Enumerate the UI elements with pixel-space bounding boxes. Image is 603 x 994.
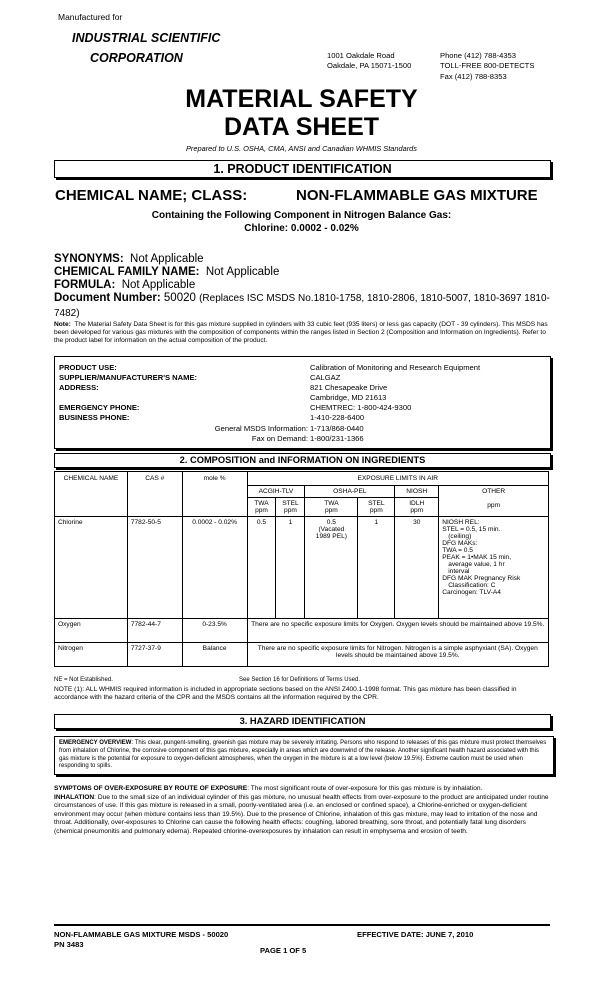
other-line: NIOSH REL: — [442, 519, 480, 526]
prepared-note: Prepared to U.S. OSHA, CMA, ANSI and Canadian WHMIS Standards — [186, 144, 417, 153]
product-info-values — [310, 363, 480, 444]
inhalation-text: : Due to the small size of an individual cylinder of this gas mixture, no unusual health effects from over-exposure to the product are anticipated under routine circumstances of use. If this gas mixture is released in a small, poorly-ventilated area (i.e. an enclosed or confined space), a Chlorine-enriched or oxygen-deficient environment may occur (when mixture contains less than 19.5%). Due to the presence of Chlorine, inhalation of this gas mixture, may lead to irritation of the nose and throat. Additionally, over-exposures to Chlorine can cause the following health effects: coughing, labored breathing, sore throat, and potentially fatal lung disorders (chemical pneumonitis and pulmonary edema). Repeated chlorine-overexposures by inhalation can result in emphysema and erosion of teeth. — [54, 793, 549, 835]
chlorine-mole: 0.0002 - 0.02% — [182, 517, 247, 619]
emergency-phone-value: 1-410-228-6400 — [310, 413, 365, 423]
containing-statement — [0, 209, 603, 235]
col-other — [439, 486, 549, 517]
col-exposure-limits: EXPOSURE LIMITS IN AIR — [247, 472, 548, 486]
footer-divider — [54, 924, 550, 926]
document-number-field — [54, 291, 554, 321]
formula-label: FORMULA: — [54, 279, 116, 291]
company-address — [327, 51, 411, 72]
ne-note: NE = Not Established. — [54, 677, 113, 683]
company-name-line2: CORPORATION — [90, 51, 183, 65]
idlh-label: IDLH — [409, 500, 425, 507]
oxygen-name: Oxygen — [55, 619, 128, 643]
supplier-value: CALGAZ — [310, 373, 341, 383]
nitrogen-name: Nitrogen — [55, 643, 128, 667]
other-line: STEL = 0.5, 15 min. — [442, 526, 501, 533]
other-line: DFG MAK Pregnancy Risk — [442, 575, 521, 582]
osha-stel-header — [358, 498, 395, 517]
phone-line: TOLL-FREE 800-DETECTS — [440, 61, 535, 71]
footer-page-number: PAGE 1 OF 5 — [260, 946, 307, 955]
other-line: (ceiling) — [448, 533, 472, 540]
docnum-replaces: (Replaces ISC MSDS No.1810-1758, 1810-2806, 1810-5007, 1810-3697 1810-7482) — [54, 293, 550, 319]
product-use-label: PRODUCT USE: — [59, 363, 117, 372]
product-info-labels — [59, 363, 314, 444]
whmis-note: NOTE (1): ALL WHMIS required information is included in appropriate sections based on the ANSI Z400.1-1998 format. This gas mixture has been classified in accordance with the hazard criteria of the CPR and the MSDS contains all the information required by the CPR. — [54, 686, 517, 702]
company-phones — [440, 51, 534, 82]
formula-field — [54, 278, 195, 292]
other-line: interval — [448, 568, 470, 575]
nitrogen-cas: 7727-37-9 — [127, 643, 182, 667]
ppm-label: ppm — [324, 507, 338, 514]
composition-table — [54, 471, 549, 667]
component-line: Chlorine: 0.0002 - 0.02% — [244, 223, 359, 234]
document-title — [0, 85, 603, 142]
emergency-overview-label: EMERGENCY OVERVIEW — [59, 740, 132, 746]
note-text: The Material Safety Data Sheet is for this gas mixture supplied in cylinders with 33 cubic feet (935 liters) or less gas capacity (DOT - 39 cylinders). This MSDS has been developed for various gas mixtures with the composition of components within the ranges listed in Section 2 (Composition and Information on Ingredients). Refer to the product label for information on the actual composition of the product. — [54, 321, 548, 345]
formula-value: Not Applicable — [121, 279, 196, 291]
other-line: Classification: C — [448, 582, 496, 589]
acgih-stel-header — [276, 498, 305, 517]
acgih-twa-header — [247, 498, 276, 517]
other-line: DFG MAKs: — [442, 540, 478, 547]
ppm-label: ppm — [369, 507, 383, 514]
nitrogen-mole: Balance — [182, 643, 247, 667]
ppm-label: ppm — [410, 507, 424, 514]
col-osha: OSHA-PEL — [305, 486, 395, 498]
synonyms-value: Not Applicable — [130, 253, 204, 265]
table-header-row — [55, 472, 549, 486]
emergency-phone-label: EMERGENCY PHONE: — [59, 403, 140, 413]
other-ppm: ppm — [487, 502, 501, 509]
chlorine-niosh-idlh: 30 — [395, 517, 439, 619]
product-use-value: Calibration of Monitoring and Research Equipment — [310, 363, 481, 372]
family-field — [54, 265, 279, 279]
oxygen-mole: 0-23.5% — [182, 619, 247, 643]
symptoms-text: : The most significant route of over-exposure for this gas mixture is by inhalation. — [247, 785, 483, 792]
phone-line: Fax (412) 788-8353 — [440, 71, 507, 81]
address-label: ADDRESS: — [59, 383, 99, 393]
twa-label: TWA — [324, 500, 339, 507]
product-info-box — [54, 356, 551, 449]
see-section16-note: See Section 16 for Definitions of Terms Used. — [239, 677, 360, 683]
section1-heading: 1. PRODUCT IDENTIFICATION — [54, 160, 551, 178]
chlorine-osha-stel: 1 — [358, 517, 395, 619]
section3-heading: 3. HAZARD IDENTIFICATION — [54, 714, 551, 729]
symptoms-label: SYMPTOMS OF OVER-EXPOSURE BY ROUTE OF EXPOSURE — [54, 785, 248, 792]
general-info-label: General MSDS Information: — [214, 423, 308, 433]
address-line: 1001 Oakdale Road — [327, 51, 395, 60]
title-line2: DATA SHEET — [223, 113, 380, 142]
business-phone-value: 1-713/868-0440 — [310, 423, 364, 433]
containing-line: Containing the Following Component in Nitrogen Balance Gas: — [151, 210, 452, 221]
chlorine-other — [439, 517, 549, 619]
title-line1: MATERIAL SAFETY — [185, 85, 418, 113]
note-label: Note: — [54, 321, 71, 328]
col-mole: mole % — [182, 472, 247, 517]
family-label: CHEMICAL FAMILY NAME: — [54, 266, 200, 278]
table-row — [55, 619, 549, 643]
chlorine-osha-twa — [305, 517, 358, 619]
footer-doc-title: NON-FLAMMABLE GAS MIXTURE MSDS - 50020 — [54, 930, 229, 939]
osha-twa-value: 0.5 — [326, 519, 336, 526]
other-label: OTHER — [482, 488, 506, 495]
emergency-overview-text: : This clear, pungent-smelling, greenish gas mixture may be severely irritating. Persons who respond to releases of this gas mixture must protect themselves from inhalation of Chlorine, the corrosive component of this gas mixture, especially in areas which are downwind of the release. Another significant health hazard associated with this gas mixture is the potential for exposure to oxygen-deficient atmospheres, when the oxygen in the mixture is at a low level (below 19.5%). Extreme caution must be used when responding to spills. — [59, 740, 547, 770]
stel-label: STEL — [368, 500, 385, 507]
footer-part-number: PN 3483 — [54, 939, 84, 949]
chemical-name-value: NON-FLAMMABLE GAS MIXTURE — [296, 187, 538, 204]
col-cas: CAS # — [127, 472, 182, 517]
niosh-idlh-header — [395, 498, 439, 517]
business-phone-label: BUSINESS PHONE: — [59, 413, 130, 423]
symptoms-paragraph — [54, 785, 550, 836]
manufactured-for: Manufactured for — [58, 12, 123, 22]
inhalation-label: INHALATION — [54, 793, 95, 801]
oxygen-limits: There are no specific exposure limits for Oxygen. Oxygen levels should be maintained above 19.5%. — [247, 619, 548, 643]
msds-note — [54, 321, 550, 346]
stel-label: STEL — [282, 500, 299, 507]
chlorine-cas: 7782-50-5 — [127, 517, 182, 619]
other-line: average value, 1 hr — [448, 561, 505, 568]
ppm-label: ppm — [284, 507, 297, 514]
table-row — [55, 517, 549, 619]
ppm-label: ppm — [255, 507, 268, 514]
address-line: Oakdale, PA 15071-1500 — [327, 61, 412, 71]
osha-twa-note: (Vacated — [318, 526, 345, 533]
col-acgih: ACGIH-TLV — [247, 486, 305, 498]
osha-twa-note: 1989 PEL) — [315, 533, 347, 540]
twa-label: TWA — [254, 500, 269, 507]
other-line: Carcinogen: TLV-A4 — [442, 589, 501, 596]
oxygen-cas: 7782-44-7 — [127, 619, 182, 643]
col-chemical-name: CHEMICAL NAME — [55, 472, 128, 517]
docnum-value: 50020 — [163, 292, 196, 304]
emergency-overview-box — [54, 736, 554, 775]
fax-label: Fax on Demand: — [251, 433, 308, 443]
section2-heading: 2. COMPOSITION and INFORMATION ON INGREDIENTS — [54, 453, 551, 468]
other-line: TWA = 0.5 — [442, 547, 473, 554]
phone-line: Phone (412) 788-4353 — [440, 51, 516, 60]
address-value-line1: 821 Chesapeake Drive — [310, 383, 388, 393]
address-value-line2: Cambridge, MD 21613 — [310, 393, 387, 403]
docnum-label: Document Number: — [54, 292, 161, 304]
nitrogen-limits: There are no specific exposure limits for Nitrogen. Nitrogen is a simple asphyxiant (SA). Oxygen levels should be maintained above 19.5%. — [247, 643, 548, 667]
chemical-name-label: CHEMICAL NAME; CLASS: — [55, 187, 248, 204]
chlorine-acgih-stel: 1 — [276, 517, 305, 619]
col-niosh: NIOSH — [395, 486, 439, 498]
footer-effective-date: EFFECTIVE DATE: JUNE 7, 2010 — [357, 930, 474, 939]
footer-document-id — [54, 930, 228, 950]
supplier-label: SUPPLIER/MANUFACTURER'S NAME: — [59, 373, 198, 383]
fax-value: 1-800/231-1366 — [310, 433, 364, 443]
company-name-line1: INDUSTRIAL SCIENTIFIC — [72, 31, 221, 45]
other-line: PEAK = 1•MAK 15 min, — [442, 554, 512, 561]
chlorine-acgih-twa: 0.5 — [247, 517, 276, 619]
osha-twa-header — [305, 498, 358, 517]
synonyms-field — [54, 252, 204, 266]
table-row — [55, 643, 549, 667]
synonyms-label: SYNONYMS: — [54, 253, 124, 265]
chemtrec-value: CHEMTREC: 1-800-424-9300 — [310, 403, 412, 413]
chlorine-name: Chlorine — [55, 517, 128, 619]
family-value: Not Applicable — [205, 266, 280, 278]
